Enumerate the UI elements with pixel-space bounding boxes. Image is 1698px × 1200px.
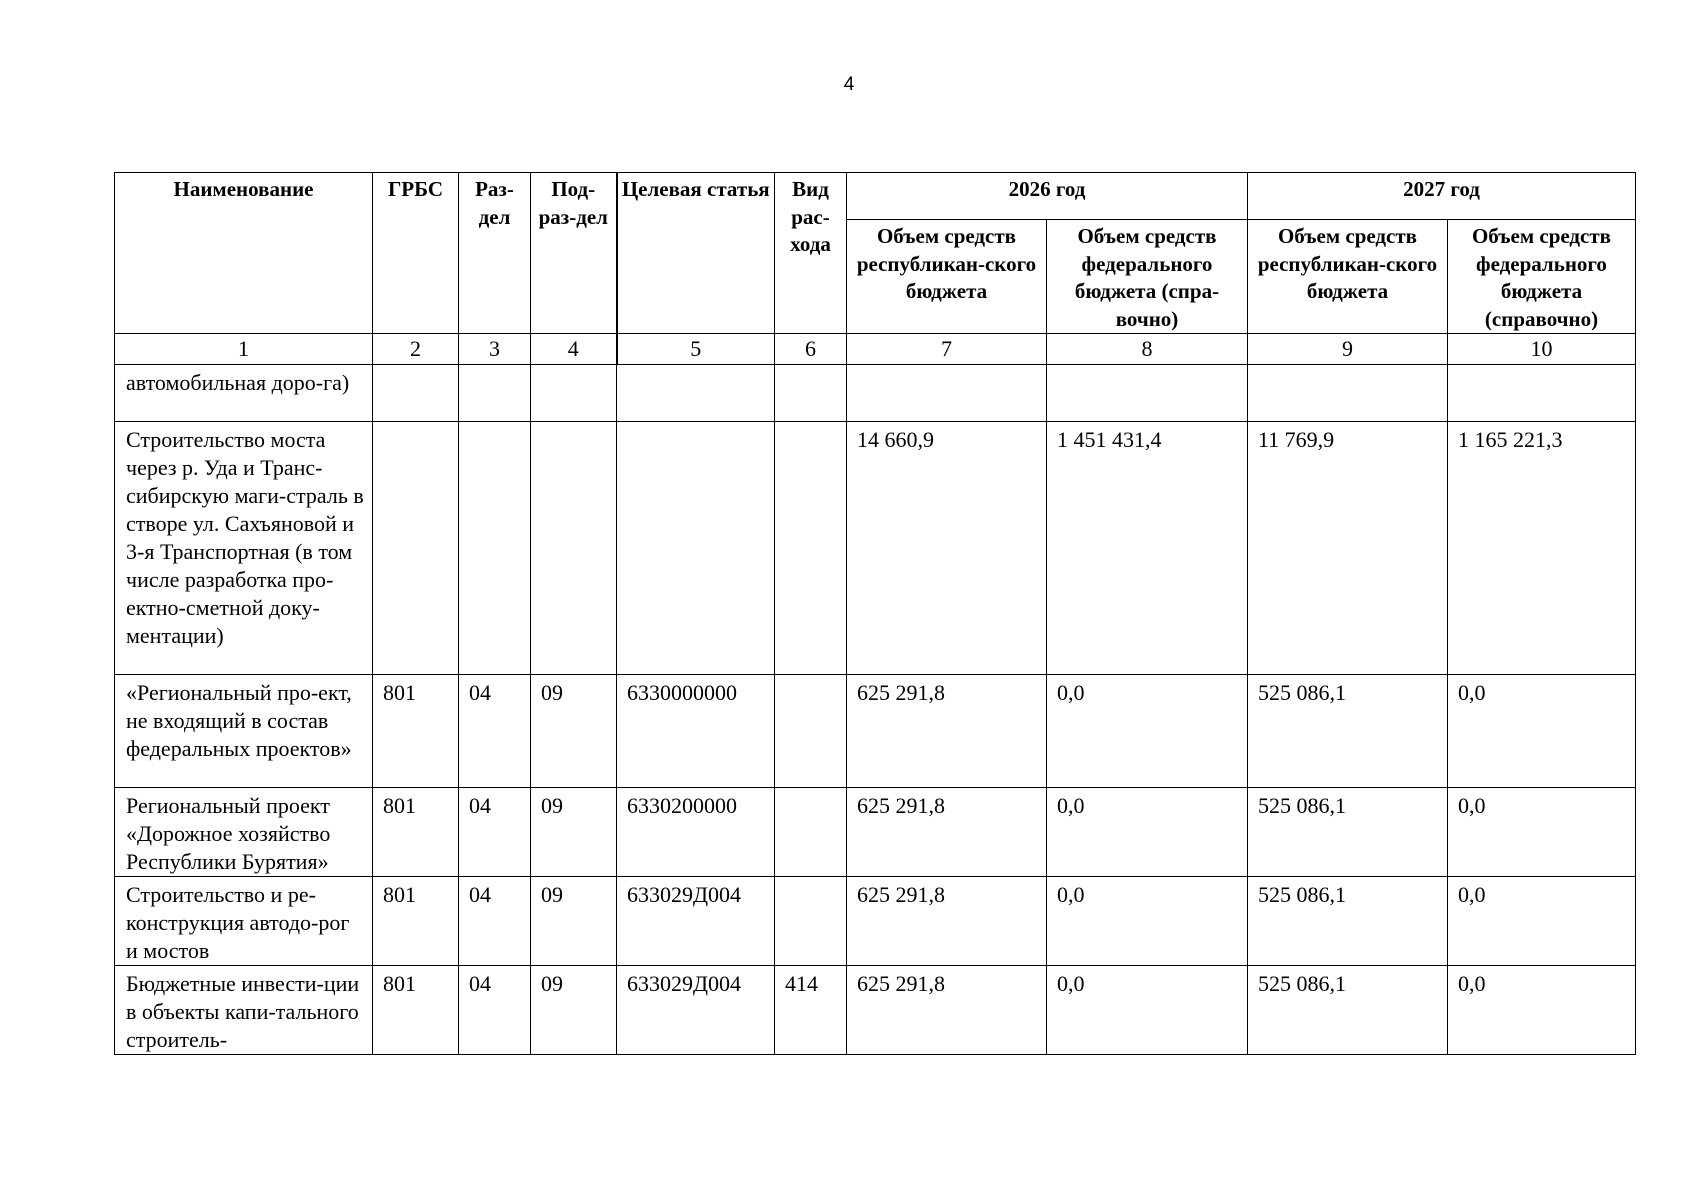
row-name: Бюджетные инвести-ции в объекты капи-тального строитель- bbox=[115, 966, 373, 1055]
cell-tselevaya-statya: 633029Д004 bbox=[617, 966, 775, 1055]
table-row bbox=[115, 788, 1636, 877]
cell-podrazdel: 09 bbox=[531, 675, 617, 788]
cell-grbs: 801 bbox=[373, 966, 459, 1055]
cell-tselevaya-statya: 6330000000 bbox=[617, 675, 775, 788]
cell-tselevaya-statya: 633029Д004 bbox=[617, 877, 775, 966]
header-year-2026: 2026 год bbox=[847, 173, 1248, 220]
column-number: 8 bbox=[1047, 334, 1248, 365]
row-name: Строительство и ре-конструкция автодо-рог и мостов bbox=[115, 877, 373, 966]
cell-fed-2026: 0,0 bbox=[1047, 966, 1248, 1055]
page-number: 4 bbox=[843, 74, 855, 95]
table-row bbox=[115, 877, 1636, 966]
cell-fed-2026: 0,0 bbox=[1047, 877, 1248, 966]
cell-tselevaya-statya bbox=[617, 365, 775, 422]
cell-razdel: 04 bbox=[459, 675, 531, 788]
table-header bbox=[115, 173, 1636, 365]
cell-podrazdel: 09 bbox=[531, 966, 617, 1055]
row-name: автомобильная доро-га) bbox=[115, 365, 373, 422]
cell-fed-2026 bbox=[1047, 365, 1248, 422]
cell-grbs: 801 bbox=[373, 877, 459, 966]
header-podrazdel: Под-раз-дел bbox=[531, 173, 617, 334]
cell-podrazdel: 09 bbox=[531, 788, 617, 877]
cell-rep-2027 bbox=[1248, 365, 1448, 422]
cell-rep-2026 bbox=[847, 365, 1047, 422]
cell-fed-2027: 0,0 bbox=[1448, 675, 1636, 788]
header-grbs: ГРБС bbox=[373, 173, 459, 334]
cell-fed-2027 bbox=[1448, 365, 1636, 422]
header-tselevaya-statya: Целевая статья bbox=[617, 173, 775, 334]
cell-podrazdel bbox=[531, 365, 617, 422]
cell-rep-2027: 525 086,1 bbox=[1248, 675, 1448, 788]
column-number-row bbox=[115, 334, 1636, 365]
cell-razdel: 04 bbox=[459, 877, 531, 966]
column-number: 9 bbox=[1248, 334, 1448, 365]
cell-grbs bbox=[373, 365, 459, 422]
cell-podrazdel bbox=[531, 422, 617, 675]
cell-fed-2026: 0,0 bbox=[1047, 788, 1248, 877]
cell-grbs: 801 bbox=[373, 788, 459, 877]
cell-razdel: 04 bbox=[459, 966, 531, 1055]
header-year-2027: 2027 год bbox=[1248, 173, 1636, 220]
cell-vid-raskhoda bbox=[775, 788, 847, 877]
table-row bbox=[115, 966, 1636, 1055]
row-name: Строительство моста через р. Уда и Транс-сибирскую маги-страль в створе ул. Сахъяновой и 3-я Транспортная (в том числе разработка про-ектно-сметной доку-ментации) bbox=[115, 422, 373, 675]
cell-vid-raskhoda bbox=[775, 365, 847, 422]
header-rep-budget-2027: Объем средств республикан-ского бюджета bbox=[1248, 220, 1448, 334]
column-number: 3 bbox=[459, 334, 531, 365]
cell-rep-2026: 625 291,8 bbox=[847, 675, 1047, 788]
cell-rep-2027: 525 086,1 bbox=[1248, 966, 1448, 1055]
cell-tselevaya-statya bbox=[617, 422, 775, 675]
cell-razdel: 04 bbox=[459, 788, 531, 877]
column-number: 6 bbox=[775, 334, 847, 365]
header-razdel: Раз-дел bbox=[459, 173, 531, 334]
cell-fed-2026: 1 451 431,4 bbox=[1047, 422, 1248, 675]
cell-vid-raskhoda bbox=[775, 877, 847, 966]
cell-razdel bbox=[459, 422, 531, 675]
cell-grbs bbox=[373, 422, 459, 675]
column-number: 1 bbox=[115, 334, 373, 365]
cell-rep-2027: 525 086,1 bbox=[1248, 788, 1448, 877]
column-number: 7 bbox=[847, 334, 1047, 365]
header-fed-budget-2026: Объем средств федерального бюджета (спра-вочно) bbox=[1047, 220, 1248, 334]
cell-grbs: 801 bbox=[373, 675, 459, 788]
cell-fed-2027: 0,0 bbox=[1448, 788, 1636, 877]
header-fed-budget-2027: Объем средств федерального бюджета (справочно) bbox=[1448, 220, 1636, 334]
cell-vid-raskhoda bbox=[775, 675, 847, 788]
column-number: 10 bbox=[1448, 334, 1636, 365]
cell-rep-2026: 625 291,8 bbox=[847, 788, 1047, 877]
cell-fed-2027: 1 165 221,3 bbox=[1448, 422, 1636, 675]
table-body bbox=[115, 365, 1636, 1055]
cell-razdel bbox=[459, 365, 531, 422]
header-vid-raskhoda: Вид рас-хода bbox=[775, 173, 847, 334]
column-number: 5 bbox=[617, 334, 775, 365]
cell-rep-2026: 14 660,9 bbox=[847, 422, 1047, 675]
header-name: Наименование bbox=[115, 173, 373, 334]
cell-rep-2027: 525 086,1 bbox=[1248, 877, 1448, 966]
cell-rep-2026: 625 291,8 bbox=[847, 966, 1047, 1055]
cell-fed-2026: 0,0 bbox=[1047, 675, 1248, 788]
table-row bbox=[115, 422, 1636, 675]
row-name: Региональный проект «Дорожное хозяйство Республики Бурятия» bbox=[115, 788, 373, 877]
column-number: 2 bbox=[373, 334, 459, 365]
header-rep-budget-2026: Объем средств республикан-ского бюджета bbox=[847, 220, 1047, 334]
cell-tselevaya-statya: 6330200000 bbox=[617, 788, 775, 877]
column-number: 4 bbox=[531, 334, 617, 365]
cell-vid-raskhoda: 414 bbox=[775, 966, 847, 1055]
row-name: «Региональный про-ект, не входящий в состав федеральных проектов» bbox=[115, 675, 373, 788]
cell-fed-2027: 0,0 bbox=[1448, 966, 1636, 1055]
table-row bbox=[115, 365, 1636, 422]
table-row bbox=[115, 675, 1636, 788]
cell-podrazdel: 09 bbox=[531, 877, 617, 966]
budget-table bbox=[114, 172, 1636, 1055]
cell-rep-2026: 625 291,8 bbox=[847, 877, 1047, 966]
cell-vid-raskhoda bbox=[775, 422, 847, 675]
cell-fed-2027: 0,0 bbox=[1448, 877, 1636, 966]
cell-rep-2027: 11 769,9 bbox=[1248, 422, 1448, 675]
